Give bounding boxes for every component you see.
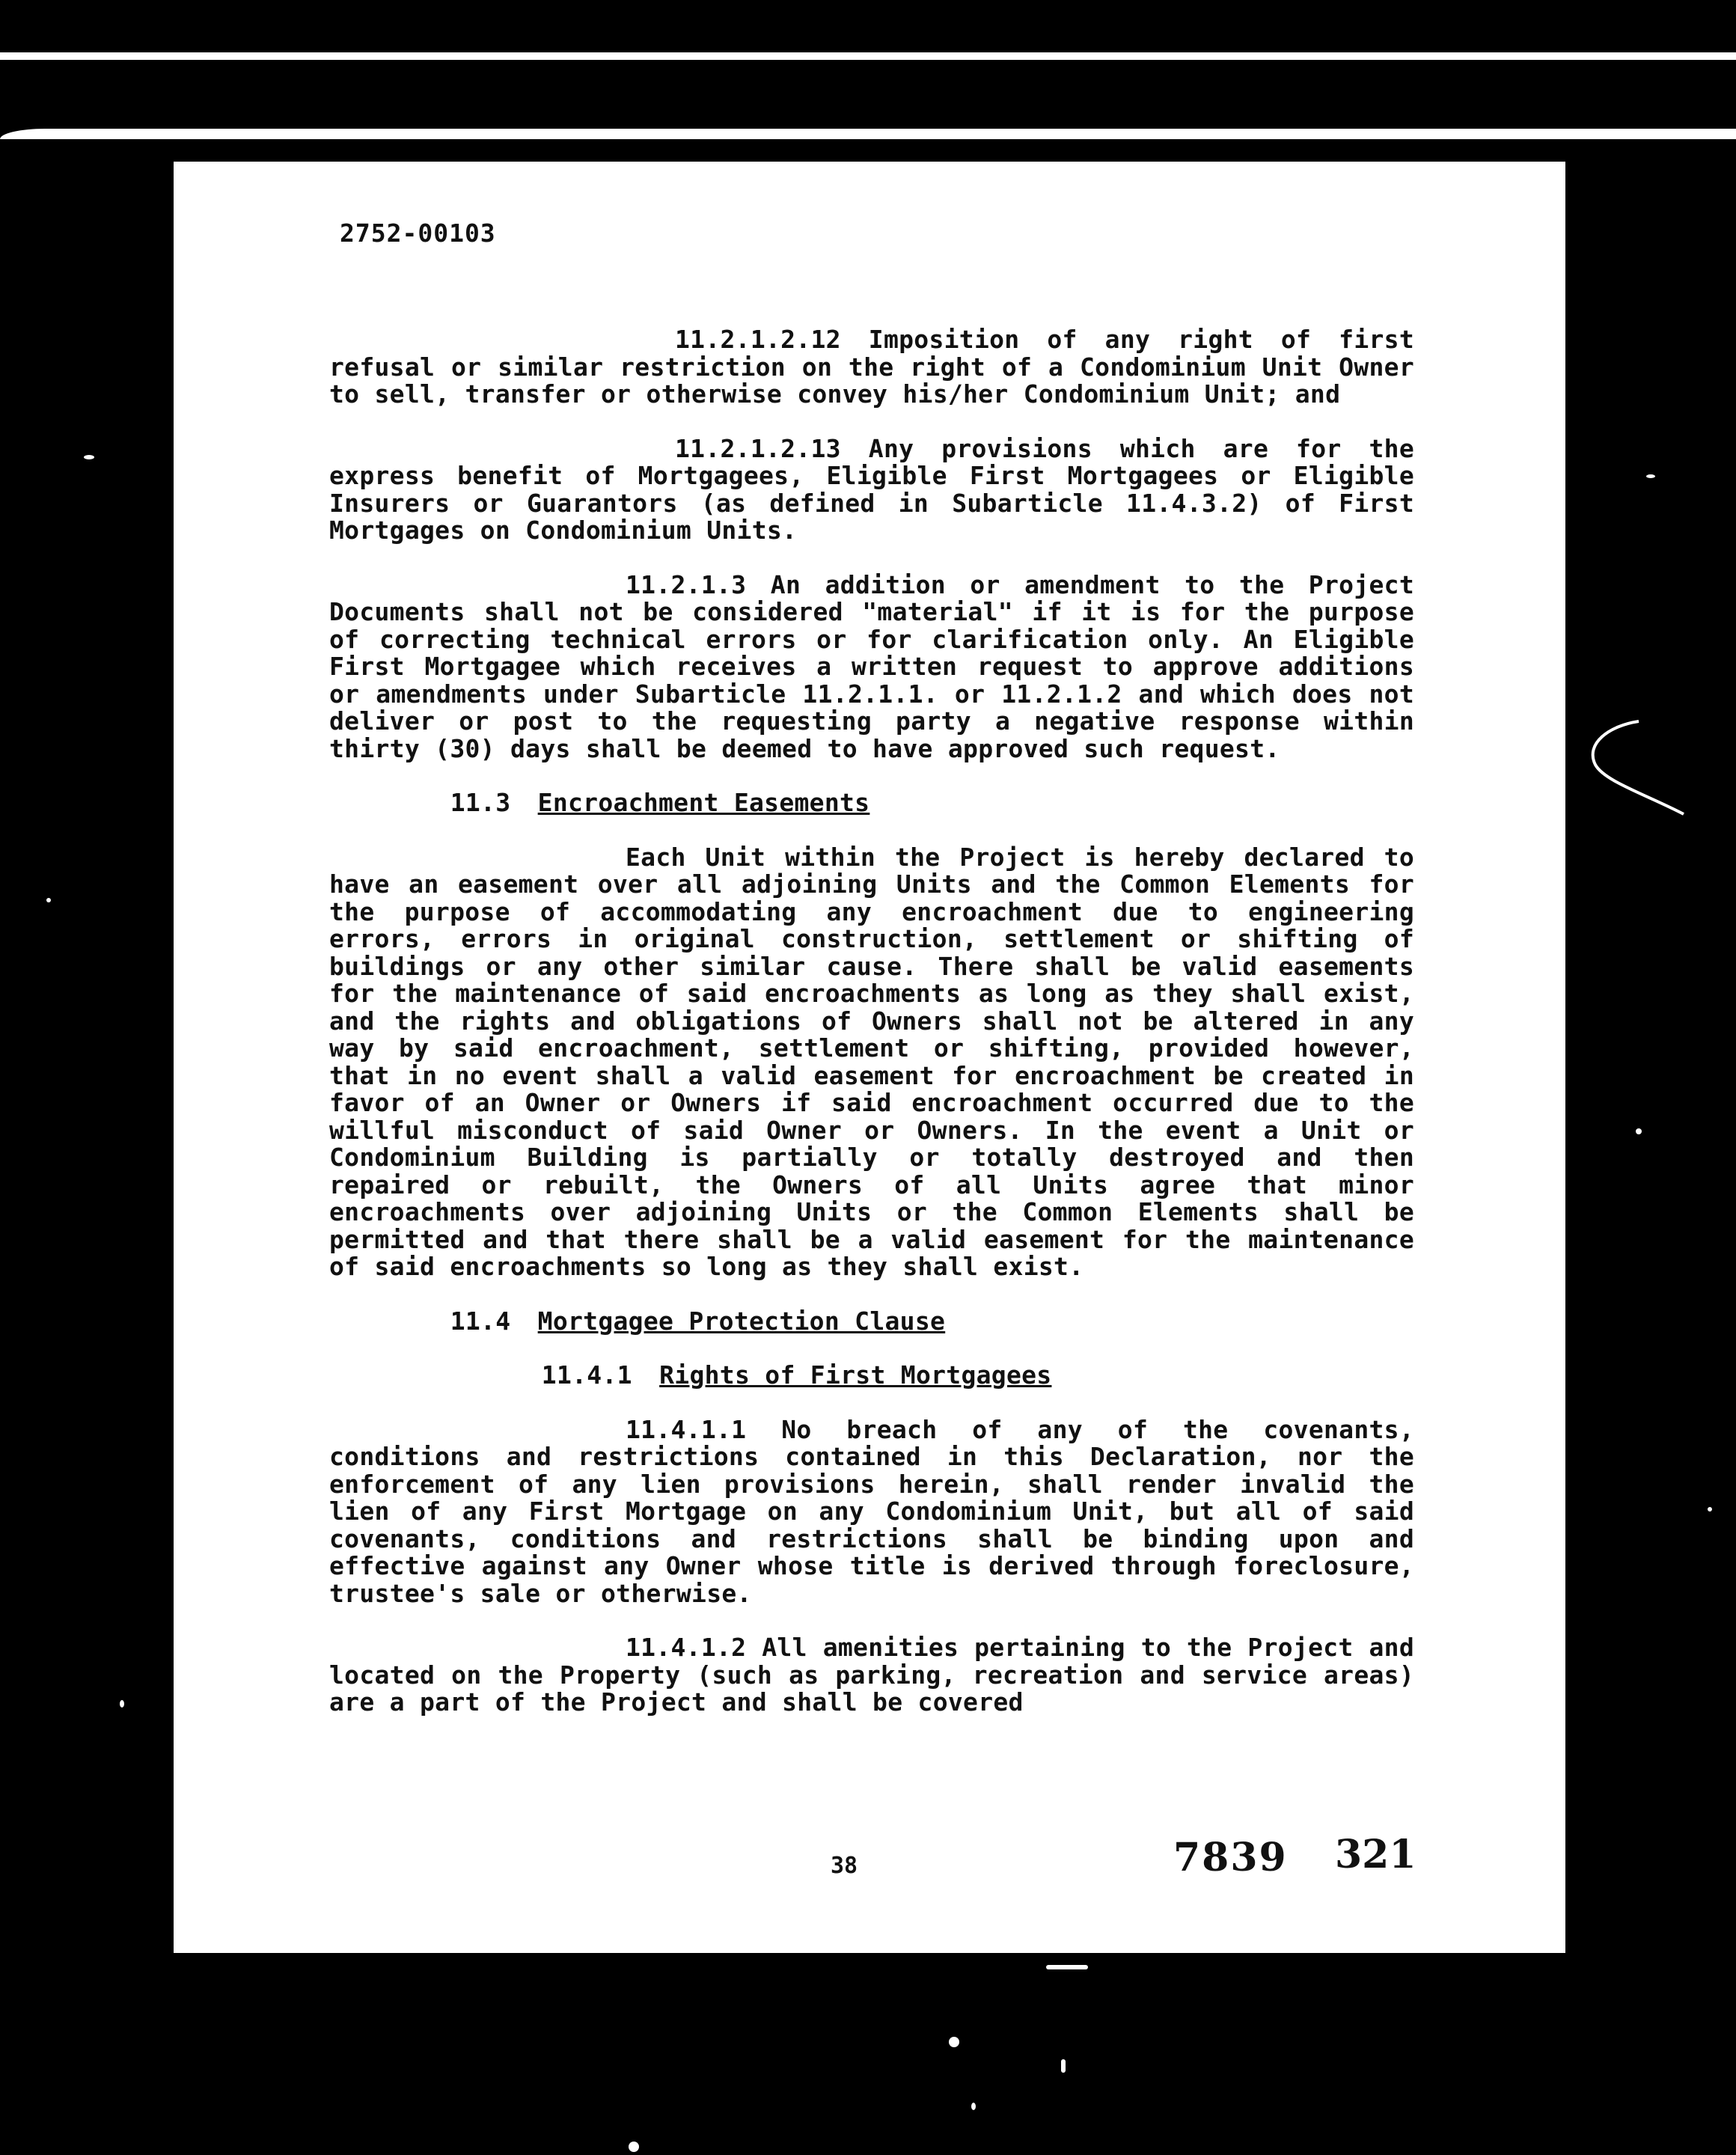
scan-speck xyxy=(1046,1965,1088,1969)
scan-speck xyxy=(120,1700,124,1708)
section-heading xyxy=(329,1308,1414,1336)
scan-speck xyxy=(1708,1507,1712,1511)
scan-speck xyxy=(1636,1128,1642,1134)
document-page xyxy=(174,162,1565,1953)
scan-speck xyxy=(84,455,94,459)
paragraph: 11.4.1.2 All amenities pertaining to the Project and located on the Property (such as parking, recreation and service areas) are a part of the Project and shall be covered xyxy=(329,1633,1414,1717)
recording-book-number: 7839 xyxy=(1173,1835,1288,1880)
paragraph: 11.2.1.2.12 Imposition of any right of first refusal or similar restriction on the right of a Condominium Unit Owner to sell, transfer or otherwise convey his/her Condominium Unit; and xyxy=(329,325,1414,409)
scan-border-band xyxy=(0,129,1736,139)
section-title: Encroachment Easements xyxy=(537,788,870,817)
scan-border-top xyxy=(0,52,1736,60)
page-number: 38 xyxy=(831,1853,858,1879)
section-title: Mortgagee Protection Clause xyxy=(537,1306,946,1336)
margin-annotation-text: 7822 830 xyxy=(1445,1482,1491,1685)
scan-artifact-mark xyxy=(1579,711,1699,823)
margin-annotation xyxy=(1444,1482,1491,1728)
subsection-heading xyxy=(329,1362,1414,1390)
scan-speck xyxy=(46,898,51,902)
section-number: 11.4.1 xyxy=(541,1360,632,1390)
paragraph: 11.2.1.3 An addition or amendment to the Project Documents shall not be considered "material" if it is for the purpose of correcting technical errors or for clarification only. An Eligible First Mortgagee which receives a written request to approve additions or amendments under Subarticle 11.2.1.1. or 11.2.1.2 and which does not deliver or post to the requesting party a negative response within thirty (30) days shall be deemed to have approved such request. xyxy=(329,569,1414,763)
scan-speck xyxy=(629,2142,639,2152)
scan-speck xyxy=(949,2037,959,2047)
scan-speck xyxy=(1646,474,1655,478)
paragraph: Each Unit within the Project is hereby declared to have an easement over all adjoining Units and the Common Elements for the purpose of accommodating any encroachment due to engineering errors, errors in original construction, settlement or shifting of buildings or any other similar cause. There shall be valid easements for the maintenance of said encroachments as long as they shall exist, and the rights and obligations of Owners shall not be altered in any way by said encroachment, settlement or shifting, provided however, that in no event shall a valid easement for encroachment be created in favor of an Owner or Owners if said encroachment occurred due to the willful misconduct of said Owner or Owners. In the event a Unit or Condominium Building is partially or totally destroyed and then repaired or rebuilt, the Owners of all Units agree that minor encroachments over adjoining Units or the Common Elements shall be permitted and that there shall be a valid easement for the maintenance of said encroachments so long as they shall exist. xyxy=(329,842,1414,1281)
section-heading xyxy=(329,789,1414,817)
section-number: 11.4 xyxy=(450,1306,511,1336)
scan-speck xyxy=(971,2103,976,2110)
document-id: 2752-00103 xyxy=(340,218,496,248)
recording-page-number: 321 xyxy=(1335,1832,1416,1877)
paragraph: 11.4.1.1 No breach of any of the covenants, conditions and restrictions contained in this Declaration, nor the enforcement of any lien provisions herein, shall render invalid the lien of any First Mortgage on any Condominium Unit, but all of said covenants, conditions and restrictions shall be binding upon and effective against any Owner whose title is derived through foreclosure, trustee's sale or otherwise. xyxy=(329,1414,1414,1608)
paragraph: 11.2.1.2.13 Any provisions which are for the express benefit of Mortgagees, Eligible First Mortgagees or Eligible Insurers or Guarantors (as defined in Subarticle 11.4.3.2) of First Mortgages on Condominium Units. xyxy=(329,433,1414,545)
document-body xyxy=(329,326,1414,1743)
scan-speck xyxy=(1061,2059,1066,2073)
section-title: Rights of First Mortgagees xyxy=(659,1360,1052,1390)
section-number: 11.3 xyxy=(450,788,511,817)
